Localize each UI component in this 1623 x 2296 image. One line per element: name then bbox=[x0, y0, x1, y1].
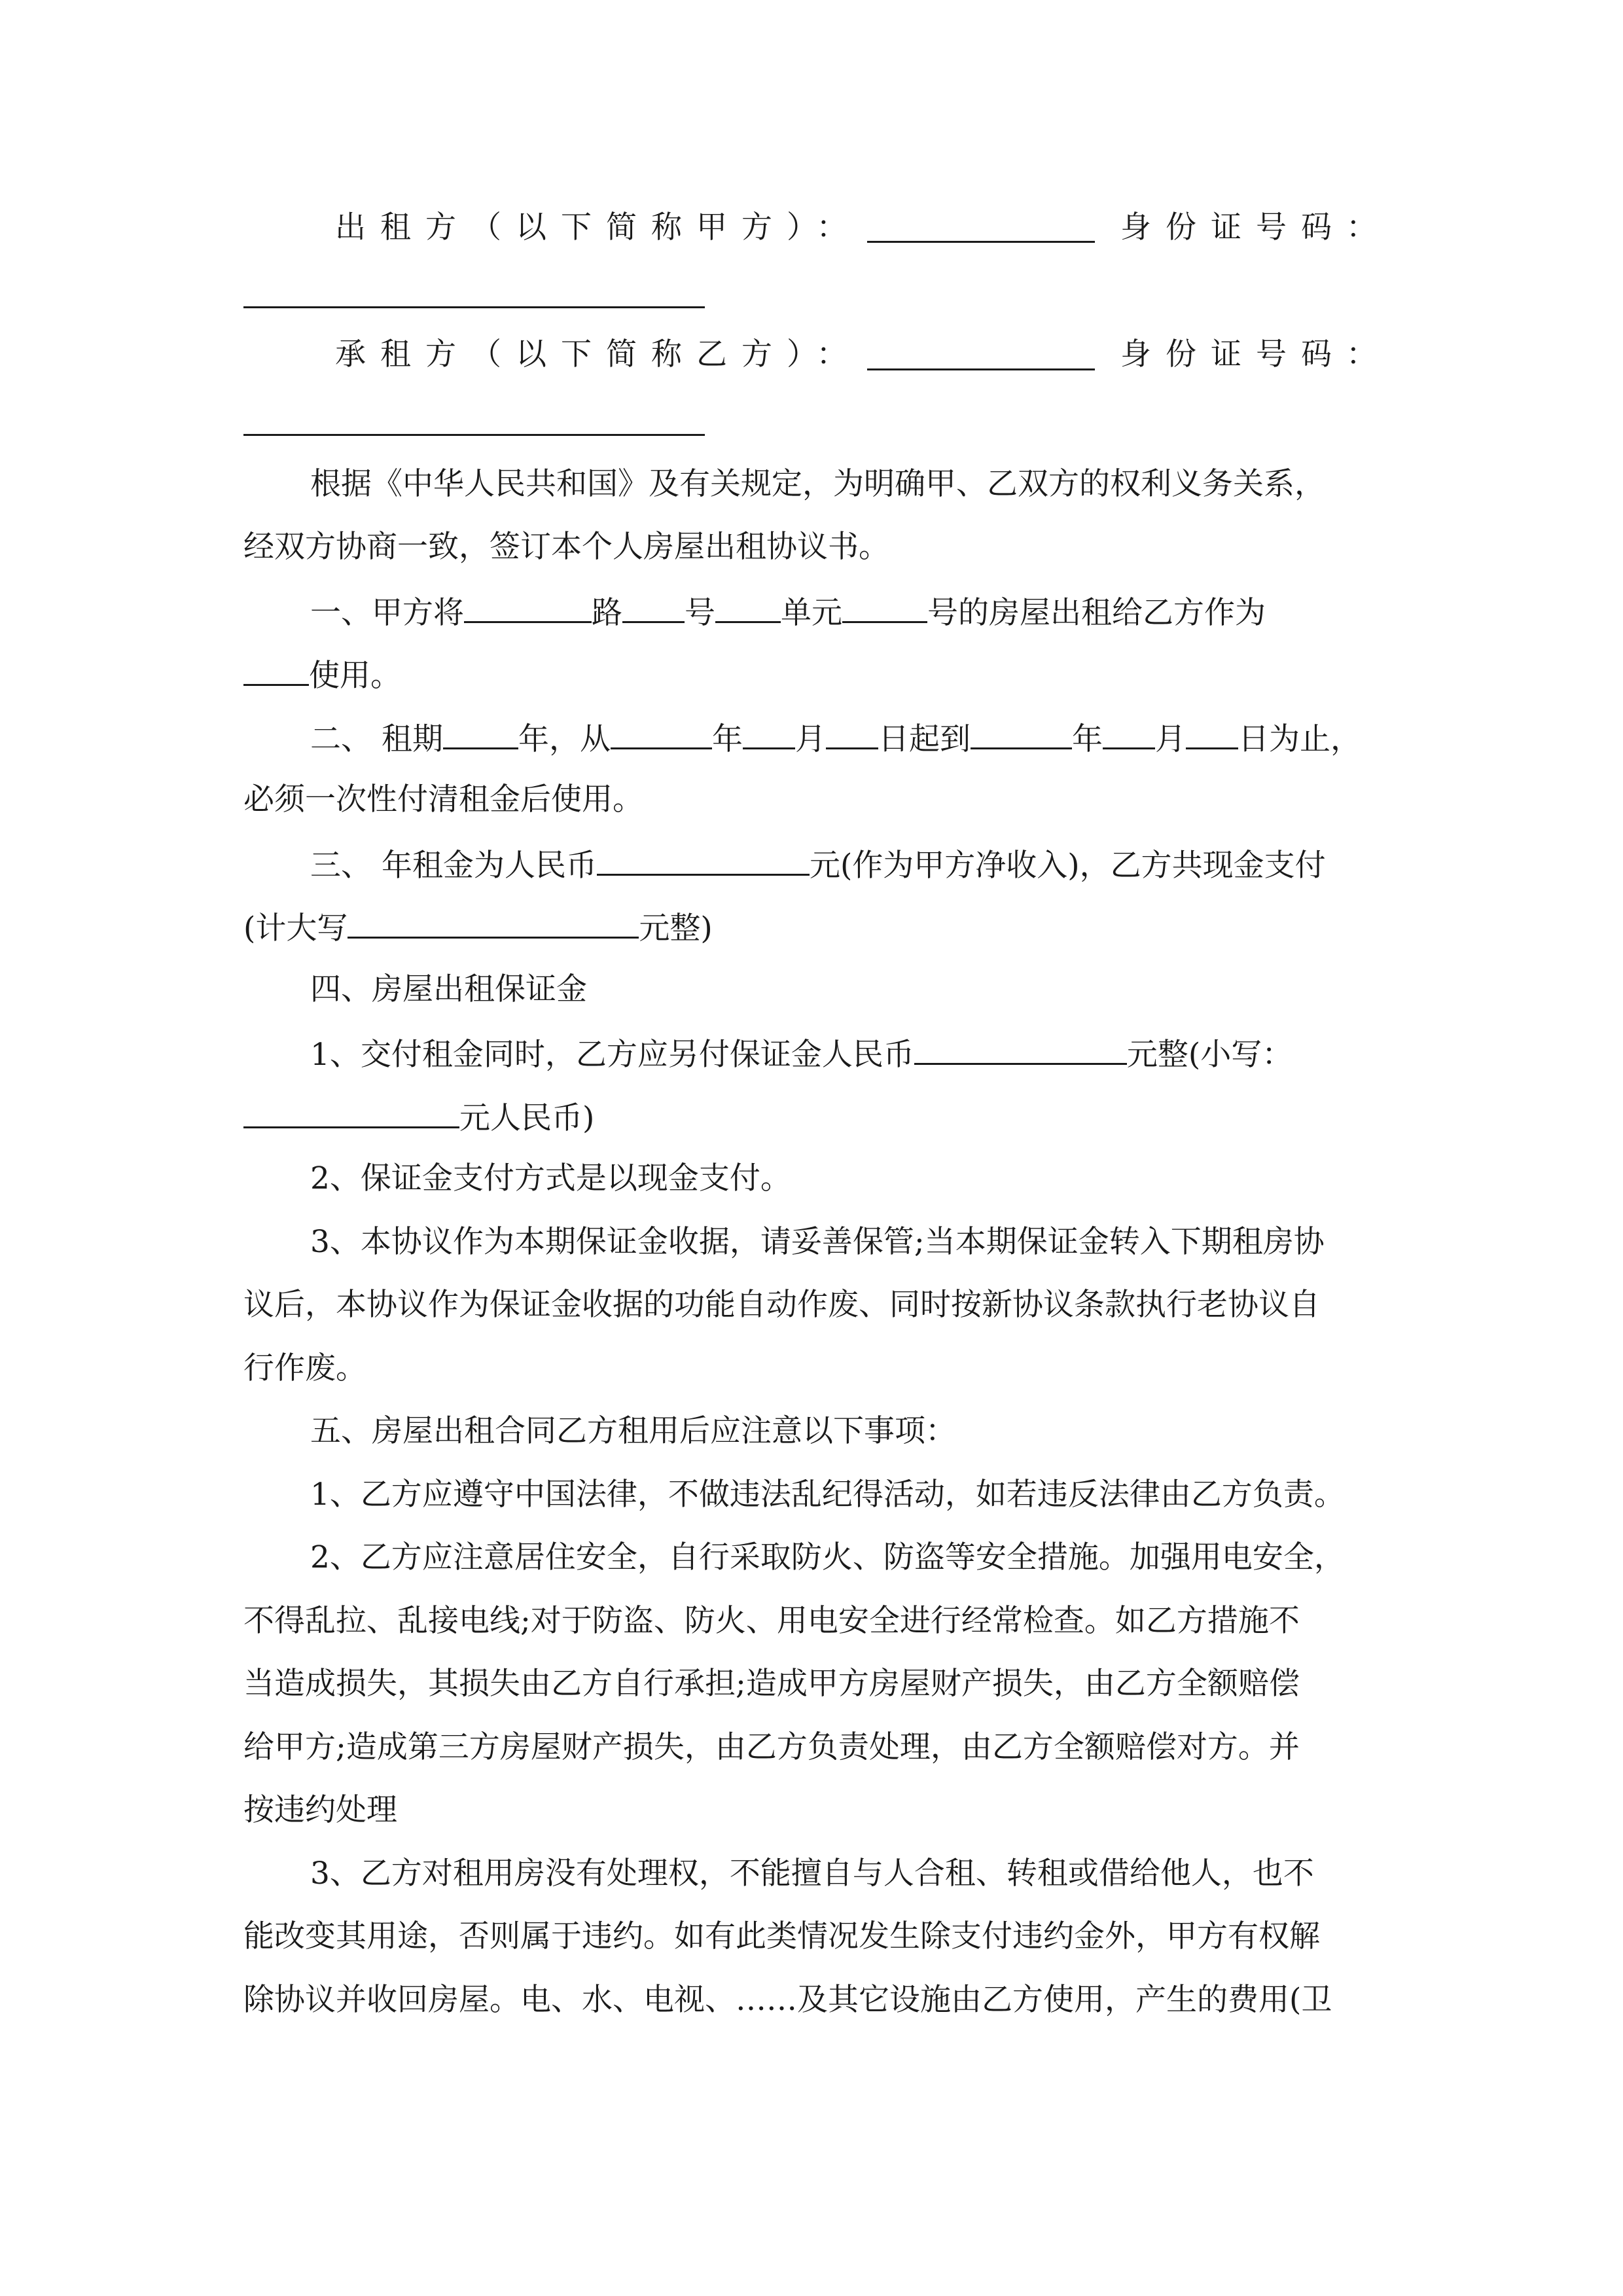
clause-2-text-e: 日起到 bbox=[878, 721, 971, 757]
annual-rent-blank bbox=[597, 845, 810, 876]
lessor-id-label: 身份证号码： bbox=[1120, 209, 1391, 245]
intro-line-1: 根据《中华人民共和国》及有关规定，为明确甲、乙双方的权利义务关系， bbox=[310, 466, 1325, 502]
clause-5-2-line-5: 按违约处理 bbox=[243, 1792, 397, 1828]
clause-5-1: 1、乙方应遵守中国法律，不做违法乱纪得活动，如若违反法律由乙方负责。 bbox=[310, 1477, 1345, 1513]
clause-3-line-1 bbox=[310, 845, 1326, 884]
start-year-blank bbox=[611, 719, 712, 749]
clause-5-3-line-3: 除协议并收回房屋。电、水、电视、……及其它设施由乙方使用，产生的费用(卫 bbox=[243, 1982, 1332, 2018]
clause-2-line-1 bbox=[310, 719, 1361, 758]
clause-4-3-line-3: 行作废。 bbox=[243, 1350, 366, 1386]
unit-blank bbox=[715, 592, 781, 623]
clause-5-2-line-1: 2、乙方应注意居住安全，自行采取防火、防盗等安全措施。加强用电安全， bbox=[310, 1539, 1345, 1575]
rent-uppercase-blank bbox=[348, 908, 639, 939]
clause-5-2-line-3: 当造成损失，其损失由乙方自行承担;造成甲方房屋财产损失，由乙方全额赔偿 bbox=[243, 1666, 1300, 1702]
lessee-label: 承租方（以下简称乙方）： bbox=[335, 336, 862, 372]
clause-3-text-a: 三、 年租金为人民币 bbox=[310, 848, 597, 884]
clause-2-text-c: 年 bbox=[711, 721, 743, 757]
clause-5-2-line-2: 不得乱拉、乱接电线;对于防盗、防火、用电安全进行经常检查。如乙方措施不 bbox=[243, 1603, 1300, 1639]
end-year-blank bbox=[971, 719, 1072, 749]
clause-2-text-g: 月 bbox=[1154, 721, 1186, 757]
clause-1-text-e: 号的房屋出租给乙方作为 bbox=[927, 595, 1266, 631]
clause-5-2-line-4: 给甲方;造成第三方房屋财产损失，由乙方负责处理，由乙方全额赔偿对方。并 bbox=[243, 1729, 1300, 1765]
clause-4-1-text-c: 元人民币) bbox=[459, 1100, 595, 1136]
clause-2-text-f: 年 bbox=[1071, 721, 1103, 757]
room-blank bbox=[842, 592, 927, 623]
clause-4-3-line-1: 3、本协议作为本期保证金收据，请妥善保管;当本期保证金转入下期租房协 bbox=[310, 1224, 1325, 1260]
lessee-name-blank bbox=[867, 368, 1095, 370]
start-month-blank bbox=[743, 719, 795, 749]
clause-5-3-line-2: 能改变其用途，否则属于违约。如有此类情况发生除支付违约金外，甲方有权解 bbox=[243, 1918, 1320, 1954]
end-month-blank bbox=[1103, 719, 1155, 749]
clause-1-text-f: 使用。 bbox=[309, 658, 401, 694]
clause-4-1-line-1 bbox=[310, 1034, 1293, 1073]
clause-4-2: 2、保证金支付方式是以现金支付。 bbox=[310, 1160, 791, 1196]
clause-2-line-2: 必须一次性付清租金后使用。 bbox=[243, 781, 643, 817]
clause-4-3-line-2: 议后，本协议作为保证金收据的功能自动作废、同时按新协议条款执行老协议自 bbox=[243, 1287, 1320, 1323]
end-day-blank bbox=[1186, 719, 1238, 749]
clause-1-line-2 bbox=[243, 655, 401, 694]
clause-3-text-c: (计大写 bbox=[243, 910, 348, 946]
clause-1-text-d: 单元 bbox=[781, 595, 842, 631]
clause-3-text-b: 元(作为甲方净收入)，乙方共现金支付 bbox=[809, 848, 1326, 884]
lessor-label: 出租方（以下简称甲方）： bbox=[335, 209, 862, 245]
number-blank bbox=[622, 592, 685, 623]
clause-1-text-b: 路 bbox=[592, 595, 622, 631]
clause-4-title: 四、房屋出租保证金 bbox=[310, 971, 587, 1007]
road-blank bbox=[464, 592, 592, 623]
deposit-blank bbox=[914, 1034, 1127, 1065]
clause-2-text-b: 年，从 bbox=[518, 721, 611, 757]
clause-2-text-d: 月 bbox=[794, 721, 826, 757]
clause-5-3-line-1: 3、乙方对租用房没有处理权，不能擅自与人合租、转租或借给他人，也不 bbox=[310, 1856, 1314, 1892]
lessor-name-blank bbox=[867, 241, 1095, 243]
start-day-blank bbox=[826, 719, 878, 749]
clause-2-text-a: 二、 租期 bbox=[310, 721, 443, 757]
lessee-id-blank bbox=[243, 434, 705, 436]
lessor-id-blank bbox=[243, 306, 705, 308]
clause-4-1-text-b: 元整(小写： bbox=[1126, 1037, 1293, 1073]
clause-1-text-c: 号 bbox=[685, 595, 715, 631]
clause-4-1-line-2 bbox=[243, 1098, 594, 1137]
clause-2-text-h: 日为止， bbox=[1238, 721, 1361, 757]
deposit-lowercase-blank bbox=[243, 1098, 459, 1128]
intro-line-2: 经双方协商一致，签订本个人房屋出租协议书。 bbox=[243, 529, 889, 565]
usage-blank bbox=[243, 655, 309, 686]
term-years-blank bbox=[443, 719, 518, 749]
clause-3-line-2 bbox=[243, 908, 713, 947]
lessee-id-label: 身份证号码： bbox=[1120, 336, 1391, 372]
clause-3-text-d: 元整) bbox=[639, 910, 713, 946]
clause-4-1-text-a: 1、交付租金同时，乙方应另付保证金人民币 bbox=[310, 1037, 914, 1073]
clause-5-title: 五、房屋出租合同乙方租用后应注意以下事项： bbox=[310, 1413, 956, 1449]
clause-1-line-1 bbox=[310, 592, 1266, 632]
clause-1-text-a: 一、甲方将 bbox=[310, 595, 464, 631]
